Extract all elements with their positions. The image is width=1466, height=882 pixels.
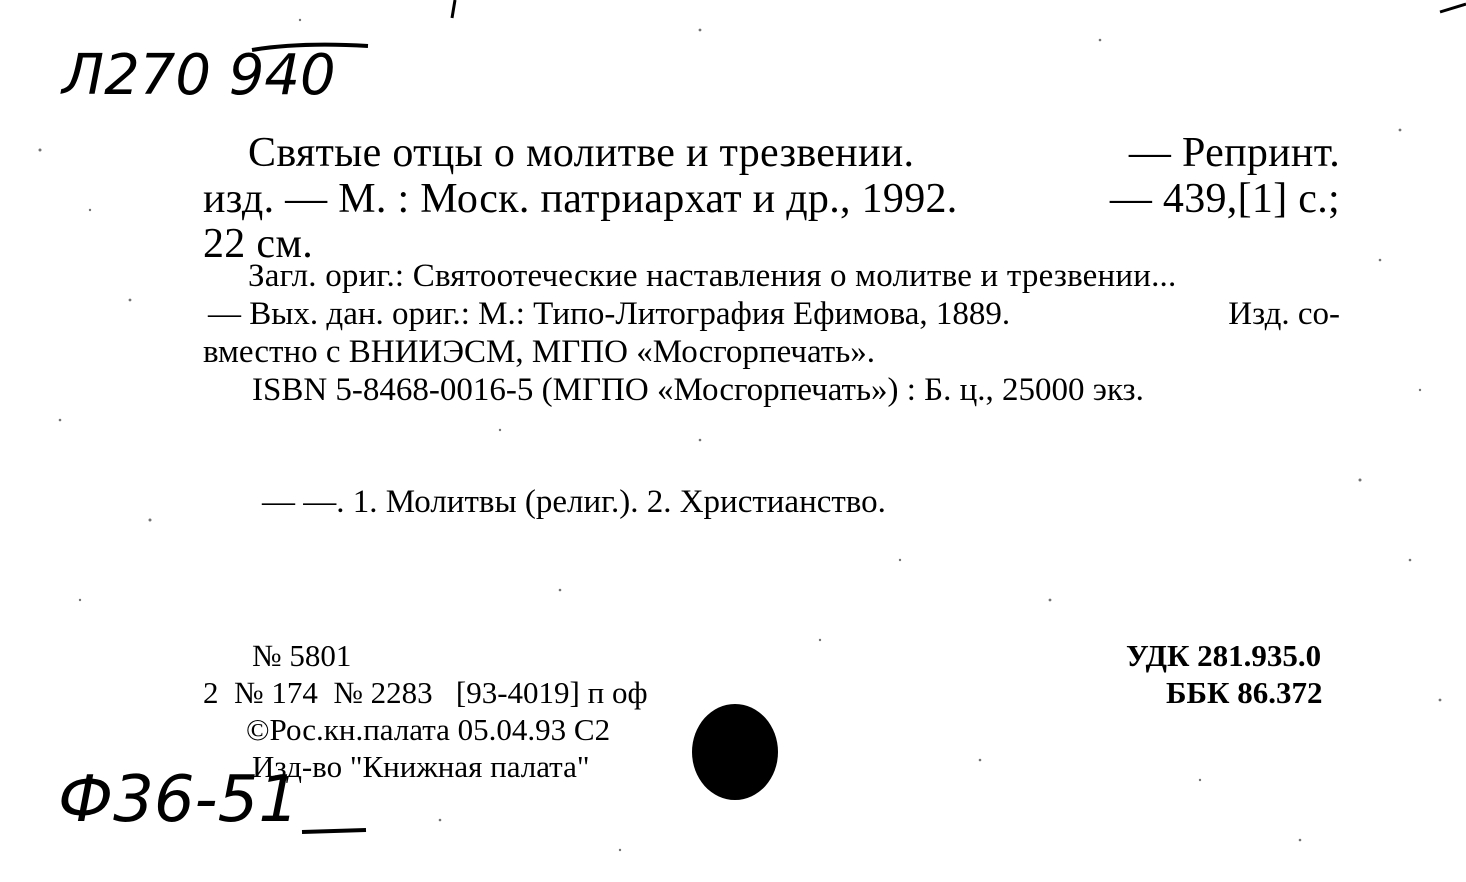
handwritten-bottom-code: Ф36-51 <box>58 763 300 837</box>
note-original-imprint-text: — Вых. дан. ориг.: М.: Типо-Литография Ефимова, 1889. <box>208 296 1011 332</box>
isbn-line: ISBN 5-8468-0016-5 (МГПО «Мосгорпечать») : Б. ц., 25000 экз. <box>252 372 1144 408</box>
entry-edition: — Репринт. <box>1128 130 1340 176</box>
handwritten-underline <box>300 826 370 838</box>
card-print-info: 2 № 174 № 2283 [93-4019] п оф <box>203 675 648 710</box>
publisher-line: Изд-во "Книжная палата" <box>252 749 590 784</box>
handwritten-top-code: Л270 940 <box>62 43 336 108</box>
note-joint-edition: Изд. со- <box>1228 296 1340 332</box>
note-joint-publishers: вместно с ВНИИЭСМ, МГПО «Мосгорпечать». <box>203 334 876 370</box>
note-original-title: Загл. ориг.: Святоотеческие наставления о молитве и трезвении... <box>248 258 1177 294</box>
punch-hole <box>692 704 778 800</box>
entry-size: 22 см. <box>203 221 314 267</box>
note-original-imprint <box>208 298 1340 331</box>
udk-code: УДК 281.935.0 <box>1126 638 1322 673</box>
entry-pages: — 439,[1] с.; <box>1109 176 1340 222</box>
entry-line-2 <box>203 178 1340 220</box>
book-chamber-stamp: ©Рос.кн.палата 05.04.93 С2 <box>246 712 611 747</box>
bbk-code: ББК 86.372 <box>1166 675 1323 710</box>
entry-title: Святые отцы о молитве и трезвении. <box>248 130 915 176</box>
handwritten-overline <box>250 40 370 54</box>
entry-line-1 <box>248 132 1340 174</box>
entry-imprint: изд. — М. : Моск. патриархат и др., 1992. <box>203 176 958 222</box>
card-number: № 5801 <box>252 638 352 673</box>
subject-headings: — —. 1. Молитвы (религ.). 2. Христианство. <box>262 484 886 520</box>
